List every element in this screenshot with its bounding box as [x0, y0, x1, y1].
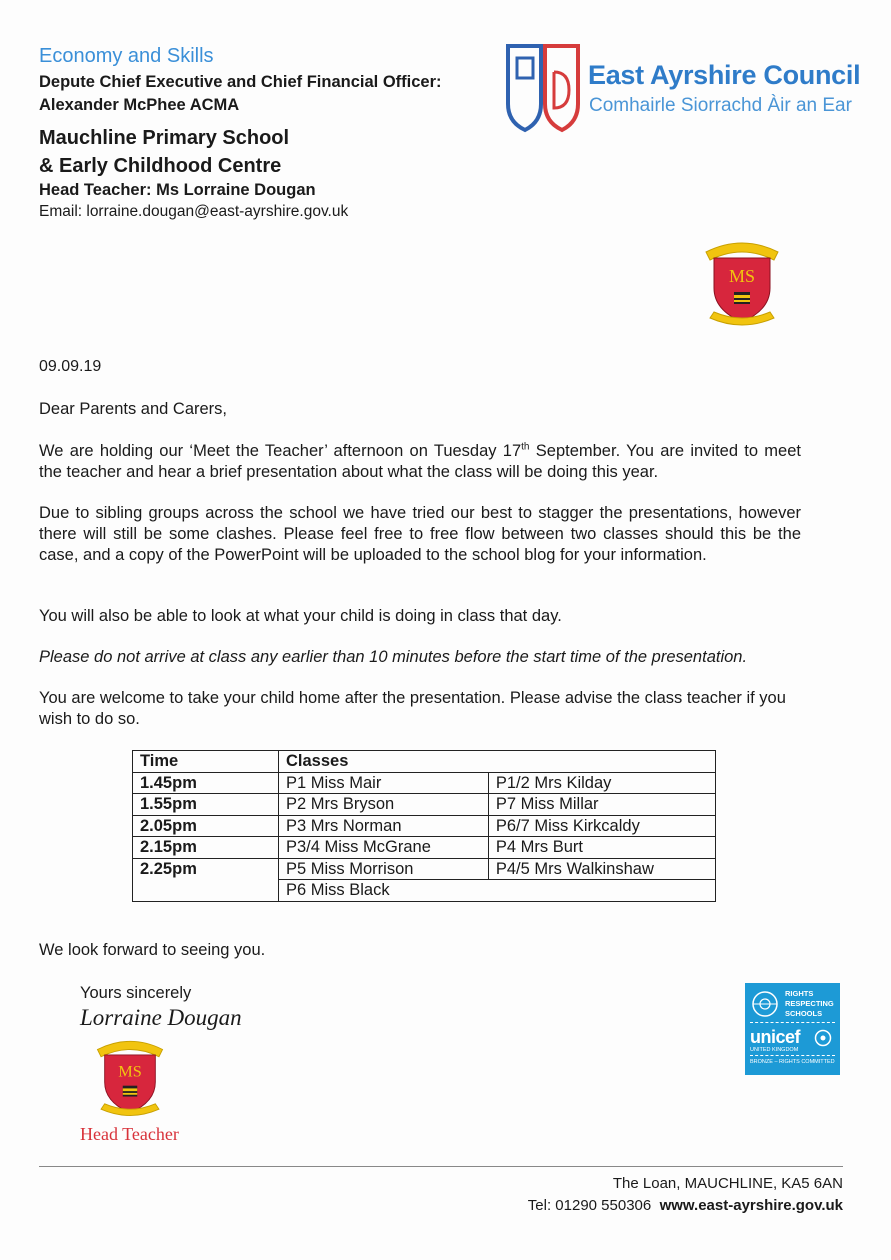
department-title: Economy and Skills [39, 45, 214, 67]
class-cell: P6 Miss Black [279, 880, 716, 902]
council-logo-icon [505, 42, 581, 136]
email-line: Email: lorraine.dougan@east-ayrshire.gov.uk [39, 203, 349, 220]
council-gaelic-name: Comhairle Siorrachd Àir an Ear [589, 95, 852, 116]
footer-contact [528, 1197, 843, 1214]
letter-date: 09.09.19 [39, 358, 102, 375]
globe-icon [750, 989, 780, 1019]
svg-text:MS: MS [118, 1061, 142, 1081]
class-cell: P5 Miss Morrison [279, 858, 489, 880]
executive-title: Depute Chief Executive and Chief Financial Officer: [39, 73, 442, 91]
head-teacher-line: Head Teacher: Ms Lorraine Dougan [39, 181, 316, 199]
salutation: Dear Parents and Carers, [39, 400, 228, 418]
council-name: East Ayrshire Council [588, 60, 861, 90]
class-cell: P3/4 Miss McGrane [279, 837, 489, 859]
school-crest-icon [700, 236, 784, 331]
svg-text:MS: MS [728, 266, 756, 286]
table-header-row [133, 751, 716, 773]
unicef-wordmark: unicef [750, 1027, 801, 1047]
badge-title [785, 989, 834, 1019]
footer-phone: Tel: 01290 550306 [527, 1197, 652, 1214]
time-cell: 2.05pm [133, 815, 279, 837]
footer-address: The Loan, MAUCHLINE, KA5 6AN [612, 1175, 843, 1192]
paragraph-home: You are welcome to take your child home after the presentation. Please advise the class teacher if you wish to do so. [39, 689, 786, 728]
schedule-table [132, 750, 716, 902]
class-cell: P7 Miss Millar [488, 794, 715, 816]
footer-divider [39, 1166, 843, 1167]
table-row [133, 772, 716, 794]
paragraph-intro-text-2: September. You are invited to meet the teacher and hear a brief presentation about what the class will be doing this year. [39, 442, 801, 481]
paragraph-intro [39, 441, 801, 483]
class-cell: P1 Miss Mair [279, 772, 489, 794]
class-cell: P4/5 Mrs Walkinshaw [488, 858, 715, 880]
time-cell: 1.55pm [133, 794, 279, 816]
badge-title-line: SCHOOLS [785, 1009, 823, 1018]
date-suffix: th [521, 441, 530, 453]
table-row [133, 837, 716, 859]
table-row [133, 858, 716, 880]
divider [750, 1022, 835, 1023]
badge-level: BRONZE – RIGHTS COMMITTED [750, 1059, 835, 1065]
sign-off: Yours sincerely [80, 984, 192, 1002]
time-cell: 1.45pm [133, 772, 279, 794]
class-cell: P1/2 Mrs Kilday [488, 772, 715, 794]
time-cell-empty [133, 880, 279, 902]
paragraph-arrival-note: Please do not arrive at class any earlier than 10 minutes before the start time of the presentation. [39, 648, 748, 666]
badge-title-line: RESPECTING [785, 999, 834, 1008]
class-cell: P6/7 Miss Kirkcaldy [488, 815, 715, 837]
school-name-block [39, 124, 289, 180]
table-row [133, 880, 716, 902]
badge-title-line: RIGHTS [785, 989, 814, 998]
time-cell: 2.25pm [133, 858, 279, 880]
divider [750, 1055, 835, 1056]
footer-website: www.east-ayrshire.gov.uk [659, 1197, 843, 1214]
closing-line: We look forward to seeing you. [39, 941, 266, 959]
paragraph-intro-text: We are holding our ‘Meet the Teacher’ afternoon on Tuesday 17 [39, 442, 522, 460]
unicef-country: UNITED KINGDOM [750, 1047, 799, 1053]
school-crest-stamp-icon [92, 1035, 168, 1121]
paragraph-siblings: Due to sibling groups across the school we have tried our best to stagger the presentations, however there will still be some clashes. Please feel free to free flow between two classes should this be the case, and a copy of the PowerPoint will be uploaded to the school blog for your information. [39, 504, 801, 564]
executive-block [39, 71, 442, 117]
class-cell: P2 Mrs Bryson [279, 794, 489, 816]
unicef-emblem-icon [813, 1029, 833, 1047]
classes-header: Classes [279, 751, 716, 773]
school-subname: & Early Childhood Centre [39, 155, 282, 177]
executive-name: Alexander McPhee ACMA [39, 96, 240, 114]
time-cell: 2.15pm [133, 837, 279, 859]
signature: Lorraine Dougan [80, 1005, 242, 1030]
school-name: Mauchline Primary School [39, 127, 290, 149]
table-row [133, 815, 716, 837]
class-cell: P3 Mrs Norman [279, 815, 489, 837]
signatory-role: Head Teacher [80, 1124, 179, 1144]
class-cell: P4 Mrs Burt [488, 837, 715, 859]
time-header: Time [133, 751, 279, 773]
rights-respecting-badge [745, 983, 840, 1075]
paragraph-classwork: You will also be able to look at what your child is doing in class that day. [39, 607, 562, 625]
table-row [133, 794, 716, 816]
